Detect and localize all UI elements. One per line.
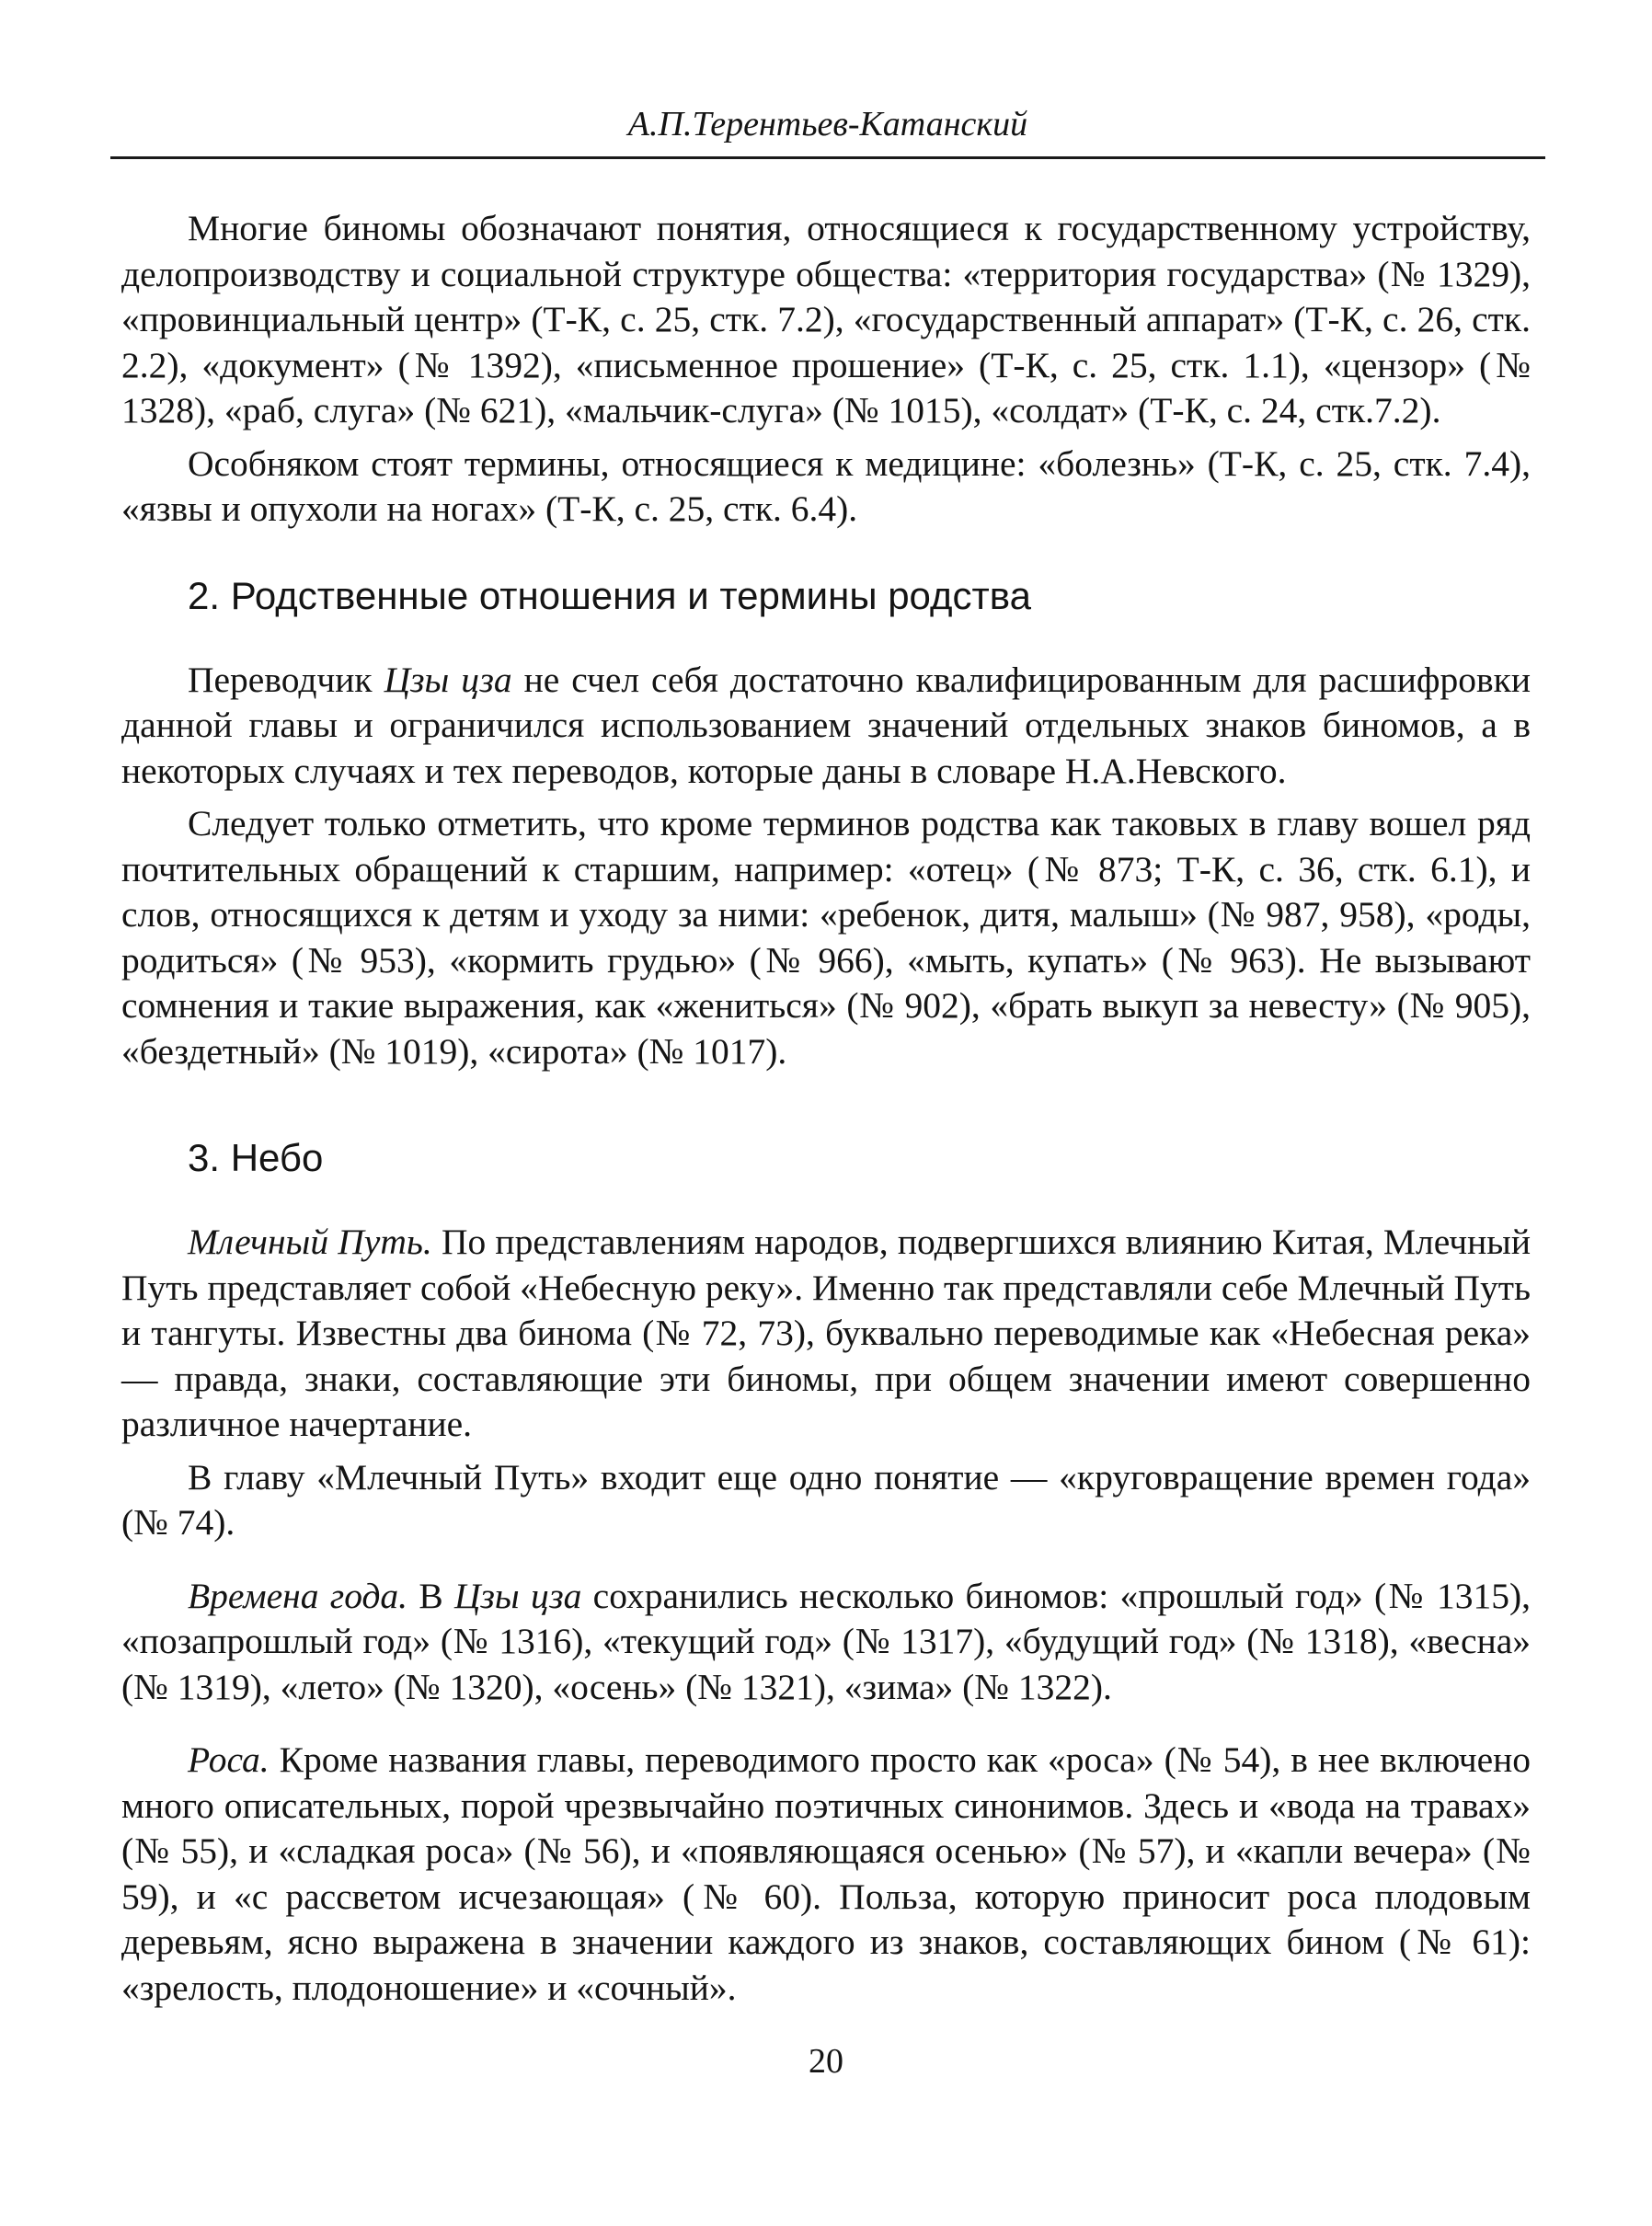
page-number: 20 (809, 2042, 843, 2081)
paragraph-kinship-terms: Следует только отметить, что кроме терминов родства как таковых в главу вошел ряд почтительных обращений к старшим, например: «отец» (№ 873; Т-К, с. 36, стк. 6.1), и слов, относящихся к детям и уходу за ними: «ребенок, дитя, малыш» (№ 987, 958), «роды, родиться» (№ 953), «кормить грудью» (№ 966), «мыть, купать» (№ 963). Не вызывают сомнения и такие выражения, как «жениться» (№ 902), «брать выкуп за невесту» (№ 905), «бездетный» (№ 1019), «сирота» (№ 1017). (121, 803, 1531, 1072)
paragraph-translator (121, 658, 1531, 795)
text-run: Переводчик (188, 659, 384, 700)
text-run: сохранились несколько биномов: «прошлый год» (№ 1315), «позапрошлый год» (№ 1316), «текущий год» (№ 1317), «будущий год» (№ 1318), «весна» (№ 1319), «лето» (№ 1320), «осень» (№ 1321), «зима» (№ 1322). (121, 1575, 1531, 1707)
text-run: не счел себя достаточно квалифицированным для расшифровки данной главы и ограничился использованием значений отдельных знаков биномов, а в некоторых случаях и тех переводов, которые даны в словаре Н.А.Невского. (121, 659, 1531, 791)
run-in-term: Роса. (188, 1739, 270, 1780)
section-heading-kinship: 2. Родственные отношения и термины родства (188, 573, 1031, 617)
page-body (121, 206, 1531, 2018)
text-run: Кроме названия главы, переводимого просто как «роса» (№ 54), в нее включено много описательных, порой чрезвычайно поэтичных синонимов. Здесь и «вода на травах» (№ 55), и «сладкая роса» (№ 56), и «появляющаяся осенью» (№ 57), и «капли вечера» (№ 59), и «с рассветом исчезающая» (№ 60). Польза, которую приносит роса плодовым деревьям, ясно выражена в значении каждого из знаков, составляющих бином (№ 61): «зрелость, плодоношение» и «сочный». (121, 1739, 1531, 2008)
paragraph-seasons (121, 1574, 1531, 1711)
section-heading-sky: 3. Небо (188, 1136, 324, 1179)
text-run: В (407, 1575, 454, 1616)
paragraph-milky-way (121, 1220, 1531, 1448)
paragraph-dew (121, 1738, 1531, 2011)
paragraph-seasons-cycle: В главу «Млечный Путь» входит еще одно понятие — «круговращение времен года» (№ 74). (121, 1456, 1531, 1543)
paragraph-state-terms: Многие биномы обозначают понятия, относящиеся к государственному устройству, делопроизводству и социальной структуре общества: «территория государства» (№ 1329), «провинциальный центр» (Т-К, с. 25, стк. 7.2), «государственный аппарат» (Т-К, с. 26, стк. 2.2), «документ» (№ 1392), «письменное прошение» (Т-К, с. 25, стк. 1.1), «цензор» (№ 1328), «раб, слуга» (№ 621), «мальчик-слуга» (№ 1015), «солдат» (Т-К, с. 24, стк.7.2). (121, 208, 1531, 430)
paragraph-medicine-terms: Особняком стоят термины, относящиеся к медицине: «болезнь» (Т-К, с. 25, стк. 7.4), «язвы и опухоли на ногах» (Т-К, с. 25, стк. 6.4). (121, 442, 1531, 529)
source-title: Цзы цза (454, 1575, 582, 1616)
run-in-term: Времена года. (188, 1575, 408, 1616)
header-rule (110, 156, 1545, 159)
running-header: А.П.Терентьев-Катанский (627, 105, 1028, 143)
run-in-term: Млечный Путь. (188, 1222, 432, 1262)
text-run: По представлениям народов, подвергшихся влиянию Китая, Млечный Путь представляет собой «Небесную реку». Именно так представляли себе Млечный Путь и тангуты. Известны два бинома (№ 72, 73), буквально переводимые как «Небесная река» — правда, знаки, составляющие эти биномы, при общем значении имеют совершенно различное начертание. (121, 1222, 1531, 1444)
source-title: Цзы цза (384, 659, 512, 700)
